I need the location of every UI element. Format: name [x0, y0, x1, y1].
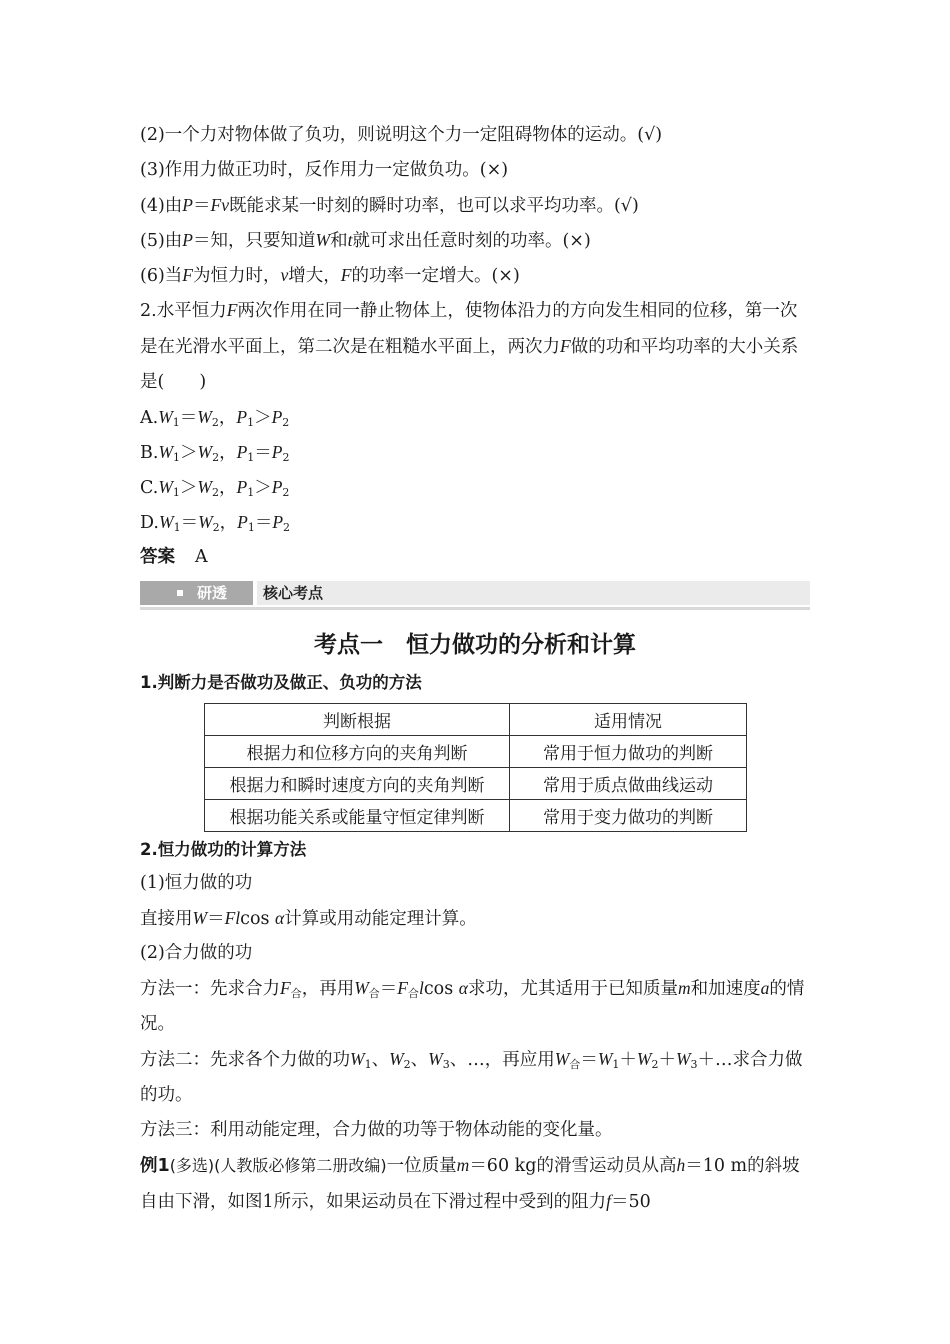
symbol-w: W — [389, 1049, 404, 1069]
symbol-w: W — [354, 978, 369, 998]
text: 为恒力时， — [193, 266, 281, 286]
symbol-m: m — [677, 978, 691, 998]
option-letter: C. — [140, 478, 159, 498]
text: 一位质量 — [386, 1156, 457, 1176]
text: ＝60 kg的滑雪运动员从高 — [469, 1156, 677, 1176]
subscript: 1 — [247, 521, 255, 534]
method-two — [140, 1042, 810, 1113]
text: (4)由 — [140, 196, 183, 216]
text: 、 — [410, 1050, 429, 1070]
judgment-6 — [140, 258, 810, 293]
text: ＝ — [580, 1050, 598, 1070]
text: cos — [240, 909, 270, 929]
judgment-5 — [140, 223, 810, 258]
judgment-mark: (×) — [562, 231, 591, 251]
symbol-w: W — [158, 512, 174, 532]
method-2-heading: (2)合力做的功 — [140, 943, 253, 963]
symbol-v: v — [221, 195, 229, 215]
option-a — [140, 400, 810, 435]
option-c — [140, 470, 810, 505]
answer-value: A — [195, 547, 208, 567]
table-header: 适用情况 — [510, 704, 747, 736]
symbol-f: F — [397, 978, 408, 998]
symbol-w: W — [675, 1049, 691, 1069]
bullet-icon — [177, 590, 183, 596]
symbol-w: W — [636, 1049, 652, 1069]
symbol-p: P — [237, 512, 248, 532]
text: 、 — [449, 1050, 468, 1070]
banner-underline — [140, 607, 810, 610]
text: 2.水平恒力 — [140, 301, 227, 321]
symbol-f: F — [280, 978, 291, 998]
text: ＝ — [207, 909, 225, 929]
symbol-alpha: α — [458, 978, 468, 998]
subscript: 2 — [282, 451, 290, 464]
symbol-p: P — [182, 230, 193, 250]
text: 直接用 — [140, 909, 193, 929]
symbol-p: P — [271, 477, 283, 497]
judgment-4 — [140, 188, 810, 223]
section-title: 考点一 恒力做功的分析和计算 — [314, 632, 636, 658]
method-one — [140, 971, 810, 1042]
method-1-heading: (1)恒力做的功 — [140, 873, 253, 893]
option-d — [140, 505, 810, 540]
relation: ＞ — [254, 478, 272, 498]
banner-separator — [253, 581, 257, 605]
symbol-f: F — [560, 336, 571, 356]
subscript: 2 — [282, 486, 290, 499]
relation: ＞ — [254, 408, 272, 428]
judgment-text: (3)作用力做正功时，反作用力一定做负功。 — [140, 160, 480, 180]
subscript: 1 — [172, 486, 180, 499]
table-cell: 根据力和位移方向的夹角判断 — [205, 736, 510, 768]
text: 既能求某一时刻的瞬时功率，也可以求平均功率。 — [228, 196, 614, 216]
subscript: 2 — [211, 416, 219, 429]
symbol-w: W — [315, 230, 331, 250]
option-letter: D. — [140, 513, 159, 533]
text: 方法一：先求合力 — [140, 979, 280, 999]
table-cell: 根据功能关系或能量守恒定律判断 — [205, 800, 510, 832]
text: ＝50 — [611, 1192, 651, 1212]
answer-label: 答案 — [140, 547, 175, 567]
subscript: 2 — [212, 486, 219, 499]
symbol-h: h — [676, 1155, 686, 1175]
subscript: 2 — [651, 1058, 659, 1071]
table-cell: 常用于恒力做功的判断 — [510, 736, 747, 768]
text: (5)由 — [140, 231, 183, 251]
subscript: 1 — [247, 486, 255, 499]
symbol-w: W — [192, 908, 208, 928]
symbol-w: W — [198, 512, 213, 532]
table-header-row — [205, 704, 747, 736]
banner-title: 核心考点 — [263, 584, 324, 602]
symbol-f: f — [606, 1191, 612, 1211]
symbol-p: P — [236, 407, 248, 427]
judgment-3 — [140, 153, 810, 188]
symbol-w: W — [158, 442, 174, 462]
symbol-w: W — [158, 477, 173, 497]
comma: ， — [219, 443, 237, 463]
text: … — [715, 1050, 733, 1070]
symbol-v: v — [280, 265, 289, 285]
table-cell: 常用于变力做功的判断 — [510, 800, 747, 832]
symbol-f: F — [226, 300, 238, 320]
subscript: 2 — [212, 451, 220, 464]
subscript: 2 — [212, 521, 220, 534]
subscript: 合 — [290, 987, 302, 1000]
symbol-p: P — [236, 477, 248, 497]
table-cell: 根据力和瞬时速度方向的夹角判断 — [205, 768, 510, 800]
symbol-p: P — [272, 512, 284, 532]
method-three: 方法三：利用动能定理，合力做的功等于物体动能的变化量。 — [140, 1120, 613, 1140]
symbol-l: l — [418, 978, 424, 998]
symbol-w: W — [428, 1049, 443, 1069]
text: (6)当 — [140, 266, 183, 286]
text: 两次作用在同一静止物体上，使物体沿力的方向发生相同的位移，第一次是在光滑水平面上，第二次是在粗糙水平面上，两次力 — [140, 301, 798, 357]
symbol-w: W — [158, 407, 173, 427]
option-letter: A. — [140, 408, 159, 428]
symbol-m: m — [456, 1155, 470, 1175]
document-page — [140, 118, 810, 1220]
text: 增大， — [288, 266, 341, 286]
symbol-p: P — [182, 195, 193, 215]
example-1 — [140, 1148, 810, 1220]
symbol-alpha: α — [275, 908, 285, 928]
banner-tag-text: 研透 — [197, 584, 228, 602]
option-b — [140, 435, 810, 470]
subscript: 合 — [407, 987, 419, 1000]
text: 做的功和平均功率的大小关系是( ) — [140, 337, 799, 392]
text: 的功率一定增大。 — [351, 266, 492, 286]
symbol-w: W — [597, 1049, 613, 1069]
symbol-w: W — [197, 442, 213, 462]
symbol-f: F — [210, 195, 222, 215]
table-cell: 常用于质点做曲线运动 — [510, 768, 747, 800]
text: ＋ — [697, 1050, 716, 1070]
text: ，再用 — [301, 979, 355, 999]
banner-tag — [140, 581, 253, 605]
symbol-p: P — [236, 442, 248, 462]
symbol-f: F — [340, 265, 352, 285]
table-row — [205, 800, 747, 832]
relation: ＝ — [179, 408, 198, 428]
subscript: 2 — [283, 521, 291, 534]
text: 求合力做的功。 — [140, 1050, 803, 1105]
symbol-w: W — [197, 407, 212, 427]
table-row — [205, 768, 747, 800]
method-table — [204, 703, 747, 832]
symbol-f: F — [182, 265, 193, 285]
symbol-p: P — [271, 442, 283, 462]
subscript: 1 — [173, 521, 181, 534]
symbol-a: a — [760, 978, 770, 998]
comma: ， — [218, 408, 237, 428]
text: ＝10 m的斜坡自由下滑，如图1所示，如果运动员在下滑过程中受到的阻力 — [140, 1156, 800, 1212]
subscript: 1 — [173, 451, 181, 464]
text: 方法二：先求各个力做的功 — [140, 1050, 350, 1070]
table-header: 判断根据 — [205, 704, 510, 736]
judgment-mark: (√) — [637, 125, 663, 145]
text: ＋ — [619, 1050, 637, 1070]
symbol-w: W — [350, 1049, 365, 1069]
text: cos — [423, 979, 454, 999]
text: 就可求出任意时刻的功率。 — [352, 231, 563, 251]
judgment-mark: (√) — [613, 196, 639, 216]
subscript: 3 — [442, 1058, 450, 1071]
relation: ＝ — [254, 443, 272, 463]
symbol-fl: Fl — [224, 908, 241, 928]
symbol-p: P — [271, 407, 283, 427]
subheading-2: 2.恒力做功的计算方法 — [140, 840, 307, 859]
relation: ＝ — [254, 513, 273, 533]
subscript: 3 — [690, 1058, 698, 1071]
example-tag: (多选)(人教版必修第二册改编) — [169, 1156, 387, 1175]
subscript: 合 — [569, 1058, 581, 1071]
judgment-mark: (×) — [491, 266, 520, 286]
text: 和 — [330, 231, 348, 251]
subscript: 1 — [247, 416, 255, 429]
subscript: 2 — [403, 1058, 411, 1071]
symbol-t: t — [347, 230, 353, 250]
subscript: 1 — [612, 1058, 620, 1071]
text: ＝ — [193, 196, 211, 216]
text: 、 — [371, 1050, 390, 1070]
subheading-1: 1.判断力是否做功及做正、负功的方法 — [140, 673, 422, 692]
subscript: 合 — [368, 987, 380, 1000]
text: 求功，尤其适用于已知质量 — [467, 979, 678, 999]
subscript: 1 — [247, 451, 255, 464]
text: ，再应用 — [484, 1050, 555, 1070]
table-row — [205, 736, 747, 768]
text: 的情况。 — [140, 979, 805, 1034]
symbol-w: W — [197, 477, 212, 497]
comma: ， — [219, 513, 238, 533]
judgment-text: (2)一个力对物体做了负功，则说明这个力一定阻碍物体的运动。 — [140, 125, 638, 145]
judgment-2 — [140, 118, 810, 153]
comma: ， — [219, 478, 237, 498]
subscript: 1 — [364, 1058, 372, 1071]
text: 计算或用动能定理计算。 — [284, 909, 477, 929]
answer-line — [140, 540, 810, 575]
text: … — [467, 1050, 485, 1070]
section-banner — [140, 581, 810, 611]
relation: ＝ — [180, 513, 199, 533]
text: ＝ — [379, 979, 398, 999]
text: ＝知，只要知道 — [193, 231, 316, 251]
relation: ＞ — [179, 478, 198, 498]
method-1-body — [140, 901, 810, 936]
option-letter: B. — [140, 443, 159, 463]
question-2 — [140, 293, 810, 400]
text: ＋ — [658, 1050, 676, 1070]
example-label: 例1 — [140, 1156, 170, 1176]
text: 和加速度 — [690, 979, 761, 999]
relation: ＞ — [180, 443, 198, 463]
judgment-mark: (×) — [479, 160, 509, 180]
subscript: 1 — [172, 416, 180, 429]
subscript: 2 — [282, 416, 290, 429]
symbol-w: W — [554, 1049, 570, 1069]
